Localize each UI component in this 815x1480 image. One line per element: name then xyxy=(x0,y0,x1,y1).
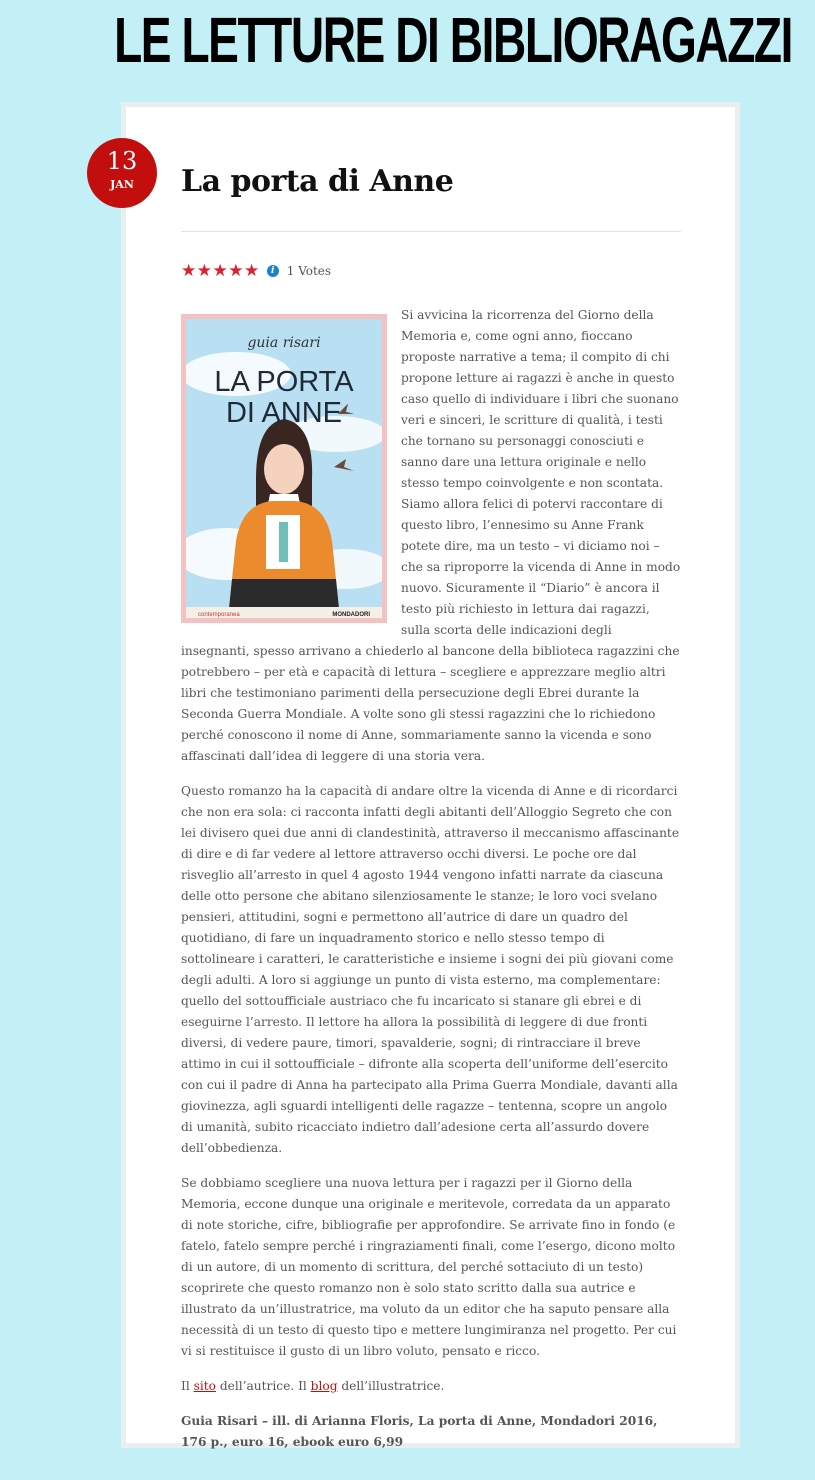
votes-count: 1 Votes xyxy=(286,264,332,278)
links-suffix: dell’illustratrice. xyxy=(337,1379,445,1393)
cover-author: guia risari xyxy=(247,335,321,351)
author-site-link[interactable]: sito xyxy=(193,1379,216,1393)
rating-widget xyxy=(181,261,331,281)
cover-publisher: MONDADORI xyxy=(332,612,370,618)
date-day: 13 xyxy=(106,147,138,175)
cover-title-line2: DI ANNE xyxy=(225,397,343,429)
cover-spacer xyxy=(181,305,401,635)
date-month: JAN xyxy=(110,178,134,191)
article-body xyxy=(181,305,681,1467)
star-icon[interactable]: ★ xyxy=(228,260,244,281)
star-icon[interactable]: ★ xyxy=(196,260,212,281)
star-icon[interactable]: ★ xyxy=(244,260,260,281)
star-icon[interactable]: ★ xyxy=(212,260,228,281)
star-rating[interactable] xyxy=(181,260,260,281)
article-paragraph-1: Si avvicina la ricorrenza del Giorno della Memoria e, come ogni anno, fioccano proposte narrative a tema; il compito di chi propone letture ai ragazzi è anche in questo caso quello di individuare i libri che suonano veri e sinceri, le scritture di qualità, i testi che tornano su personaggi conosciuti e sanno dare una lettura originale e nello stesso tempo coinvolgente e non scontata. Siamo allora felici di potervi raccontare di questo libro, l’ennesimo su Anne Frank potete dire, ma un testo – vi diciamo noi – che sa riproporre la vicenda di Anne in modo nuovo. Sicuramente il “Diario” è ancora il testo più richiesto in lettura dai ragazzi, sulla scorta delle indicazioni degli insegnanti, spesso arrivano a chiederlo al bancone della biblioteca ragazzini che potrebbero – per età e capacità di lettura – scegliere e apprezzare meglio altri libri che testimoniano parimenti della persecuzione degli Ebrei durante la Seconda Guerra Mondiale. A volte sono gli stessi ragazzini che lo richiedono perché conoscono il nome di Anne, sommariamente sanno la vicenda e sono affascinati dall’idea di leggere di una storia vera. xyxy=(181,308,681,763)
article-paragraph-2: Questo romanzo ha la capacità di andare oltre la vicenda di Anne e di ricordarci che non era sola: ci racconta infatti degli abitanti dell’Alloggio Segreto che con lei divisero quei due anni di clandestinità, attraverso il meccanismo affascinante di dire e di far vedere al lettore attraverso occhi diversi. Le poche ore dal risveglio all’arresto in quel 4 agosto 1944 vengono infatti narrate da ciascuna delle otto persone che abitano silenziosamente le stanze; le loro voci svelano pensieri, attitudini, sogni e permettono all’autrice di dare un quadro del quotidiano, di fare un inquadramento storico e nello stesso tempo di sottolineare i caratteri, le caratteristiche e insieme i sogni dei più giovani come degli adulti. A loro si aggiunge un punto di vista esterno, ma complementare: quello del sottoufficiale austriaco che fu incaricato si stanare gli ebrei e di eseguirne l’arresto. Il lettore ha allora la possibilità di leggere di due fronti diversi, di vedere paure, timori, spavalderie, sogni; di rintracciare il breve attimo in cui il sottoufficiale – difronte alla scoperta dell’uniforme dell’esercito con cui il padre di Anna ha partecipato alla Prima Guerra Mondiale, davanti alla giovinezza, agli sguardi intelligenti delle ragazze – tentenna, scopre un angolo di umanità, subito ricacciato indietro dall’adesione certa all’assurdo dovere dell’obbedienza. xyxy=(181,784,680,1155)
date-badge xyxy=(87,138,157,208)
links-mid: dell’autrice. Il xyxy=(215,1379,311,1393)
cover-title-line1: LA PORTA xyxy=(214,366,354,398)
cover-series: contemporanea xyxy=(198,612,240,618)
post-title[interactable]: La porta di Anne xyxy=(181,164,454,199)
links-prefix: Il xyxy=(181,1379,194,1393)
title-divider xyxy=(181,231,681,232)
star-icon[interactable]: ★ xyxy=(181,260,197,281)
info-icon[interactable]: i xyxy=(267,265,279,277)
site-title[interactable]: LE LETTURE DI BIBLIORAGAZZI xyxy=(114,4,792,76)
article-links xyxy=(181,1376,681,1397)
book-credits: Guia Risari – ill. di Arianna Floris, La porta di Anne, Mondadori 2016, 176 p., euro 16, ebook euro 6,99 xyxy=(181,1414,658,1449)
article-paragraph-3: Se dobbiamo scegliere una nuova lettura per i ragazzi per il Giorno della Memoria, eccone dunque una originale e meritevole, corredata da un apparato di note storiche, cifre, bibliografie per approfondire. Se arrivate fino in fondo (e fatelo, fatelo sempre perché i ringraziamenti finali, come l’esergo, dicono molto di un autore, di un momento di scrittura, del perché sottaciuto di un testo) scoprirete che questo romanzo non è solo stato scritto dalla sua autrice e illustrato da un’illustratrice, ma voluto da un editor che ha saputo pensare alla necessità di un testo di questo tipo e mettere lungimiranza nel progetto. Per cui vi si restituisce il gusto di un libro voluto, pensato e ricco. xyxy=(181,1176,677,1358)
illustrator-blog-link[interactable]: blog xyxy=(310,1379,338,1393)
